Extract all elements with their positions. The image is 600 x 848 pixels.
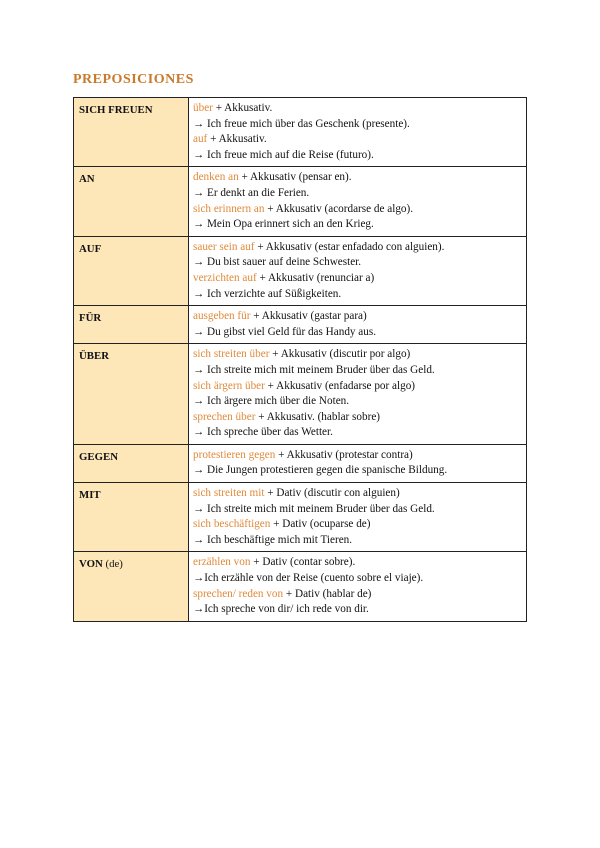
usage-cell xyxy=(189,167,527,236)
verb-line xyxy=(193,170,522,186)
case-info: + Akkusativ (enfadarse por algo) xyxy=(264,379,416,392)
verb-line xyxy=(193,587,522,603)
verb-phrase: ausgeben für xyxy=(193,310,251,323)
case-info: + Akkusativ (protestar contra) xyxy=(275,448,413,461)
verb-line xyxy=(193,410,522,426)
verb-line xyxy=(193,132,522,148)
case-info: + Dativ (hablar de) xyxy=(283,587,372,600)
preposition-label: VON xyxy=(79,558,103,571)
example-line xyxy=(193,117,522,133)
prepositions-table xyxy=(73,97,527,622)
verb-phrase: protestieren gegen xyxy=(193,448,276,461)
preposition-note: (de) xyxy=(102,558,123,571)
case-info: + Akkusativ (discutir por algo) xyxy=(269,348,411,361)
case-info: + Akkusativ (acordarse de algo). xyxy=(264,202,414,215)
verb-phrase: sich streiten über xyxy=(193,348,270,361)
verb-phrase: auf xyxy=(193,133,208,146)
example-line xyxy=(193,325,522,341)
example-sentence: →Ich spreche von dir/ ich rede von dir. xyxy=(193,603,369,616)
example-line xyxy=(193,217,522,233)
verb-line xyxy=(193,555,522,571)
verb-line xyxy=(193,101,522,117)
verb-line xyxy=(193,271,522,287)
usage-cell xyxy=(189,483,527,552)
preposition-cell xyxy=(74,344,189,445)
verb-line xyxy=(193,202,522,218)
example-sentence: →Ich erzähle von der Reise (cuento sobre el viaje). xyxy=(193,572,424,585)
preposition-label: GEGEN xyxy=(79,450,118,463)
case-info: + Dativ (contar sobre). xyxy=(250,556,356,569)
preposition-cell xyxy=(74,306,189,344)
example-sentence: → Ich ärgere mich über die Noten. xyxy=(193,395,350,408)
example-line xyxy=(193,148,522,164)
usage-cell xyxy=(189,236,527,305)
example-sentence: → Ich verzichte auf Süßigkeiten. xyxy=(193,287,342,300)
verb-phrase: sich streiten mit xyxy=(193,487,265,500)
verb-line xyxy=(193,240,522,256)
usage-cell xyxy=(189,552,527,621)
example-line xyxy=(193,255,522,271)
preposition-cell xyxy=(74,483,189,552)
verb-line xyxy=(193,379,522,395)
verb-phrase: sich beschäftigen xyxy=(193,518,271,531)
usage-cell xyxy=(189,444,527,482)
table-row xyxy=(74,98,527,167)
example-sentence: → Die Jungen protestieren gegen die spanische Bildung. xyxy=(193,464,448,477)
verb-phrase: sprechen über xyxy=(193,410,256,423)
example-line xyxy=(193,502,522,518)
verb-line xyxy=(193,517,522,533)
verb-phrase: sprechen/ reden von xyxy=(193,587,284,600)
preposition-label: SICH FREUEN xyxy=(79,104,153,116)
verb-phrase: sauer sein auf xyxy=(193,240,255,253)
verb-line xyxy=(193,486,522,502)
table-body xyxy=(74,98,527,622)
case-info: + Akkusativ (estar enfadado con alguien). xyxy=(254,240,445,253)
preposition-label: AUF xyxy=(79,242,102,255)
usage-cell xyxy=(189,306,527,344)
example-line xyxy=(193,394,522,410)
example-sentence: → Ich freue mich auf die Reise (futuro). xyxy=(193,148,374,161)
table-row xyxy=(74,306,527,344)
table-row xyxy=(74,344,527,445)
page-title: PREPOSICIONES xyxy=(73,72,194,87)
verb-phrase: über xyxy=(193,102,213,114)
case-info: + Dativ (discutir con alguien) xyxy=(264,487,400,500)
example-sentence: → Du gibst viel Geld für das Handy aus. xyxy=(193,325,377,338)
usage-cell xyxy=(189,98,527,167)
example-sentence: → Ich beschäftige mich mit Tieren. xyxy=(193,533,353,546)
preposition-cell xyxy=(74,98,189,167)
example-sentence: → Du bist sauer auf deine Schwester. xyxy=(193,256,362,269)
case-info: + Akkusativ (renunciar a) xyxy=(256,271,375,284)
example-line xyxy=(193,571,522,587)
example-line xyxy=(193,363,522,379)
example-sentence: → Ich streite mich mit meinem Bruder über das Geld. xyxy=(193,502,435,515)
table-row xyxy=(74,444,527,482)
example-line xyxy=(193,602,522,618)
preposition-label: AN xyxy=(79,173,95,186)
verb-phrase: sich erinnern an xyxy=(193,202,265,215)
example-line xyxy=(193,287,522,303)
example-line xyxy=(193,425,522,441)
case-info: + Akkusativ. xyxy=(207,133,267,146)
example-line xyxy=(193,463,522,479)
preposition-cell xyxy=(74,552,189,621)
case-info: + Dativ (ocuparse de) xyxy=(270,518,371,531)
example-line xyxy=(193,533,522,549)
case-info: + Akkusativ (pensar en). xyxy=(238,171,352,184)
preposition-label: ÜBER xyxy=(79,350,109,363)
verb-phrase: denken an xyxy=(193,171,239,184)
preposition-label: FÜR xyxy=(79,312,102,325)
preposition-label: MIT xyxy=(79,489,101,502)
example-sentence: → Er denkt an die Ferien. xyxy=(193,186,310,199)
example-sentence: → Ich streite mich mit meinem Bruder über das Geld. xyxy=(193,363,435,376)
example-line xyxy=(193,186,522,202)
preposition-cell xyxy=(74,444,189,482)
verb-phrase: erzählen von xyxy=(193,556,251,569)
verb-phrase: verzichten auf xyxy=(193,271,257,284)
example-sentence: → Mein Opa erinnert sich an den Krieg. xyxy=(193,218,374,231)
usage-cell xyxy=(189,344,527,445)
verb-line xyxy=(193,448,522,464)
verb-phrase: sich ärgern über xyxy=(193,379,265,392)
case-info: + Akkusativ. (hablar sobre) xyxy=(255,410,381,423)
table-row xyxy=(74,483,527,552)
table-row xyxy=(74,167,527,236)
example-sentence: → Ich spreche über das Wetter. xyxy=(193,426,333,439)
table-row xyxy=(74,552,527,621)
example-sentence: → Ich freue mich über das Geschenk (presente). xyxy=(193,117,410,130)
case-info: + Akkusativ (gastar para) xyxy=(250,310,367,323)
case-info: + Akkusativ. xyxy=(212,102,273,114)
preposition-cell xyxy=(74,167,189,236)
preposition-cell xyxy=(74,236,189,305)
verb-line xyxy=(193,347,522,363)
verb-line xyxy=(193,309,522,325)
table-row xyxy=(74,236,527,305)
